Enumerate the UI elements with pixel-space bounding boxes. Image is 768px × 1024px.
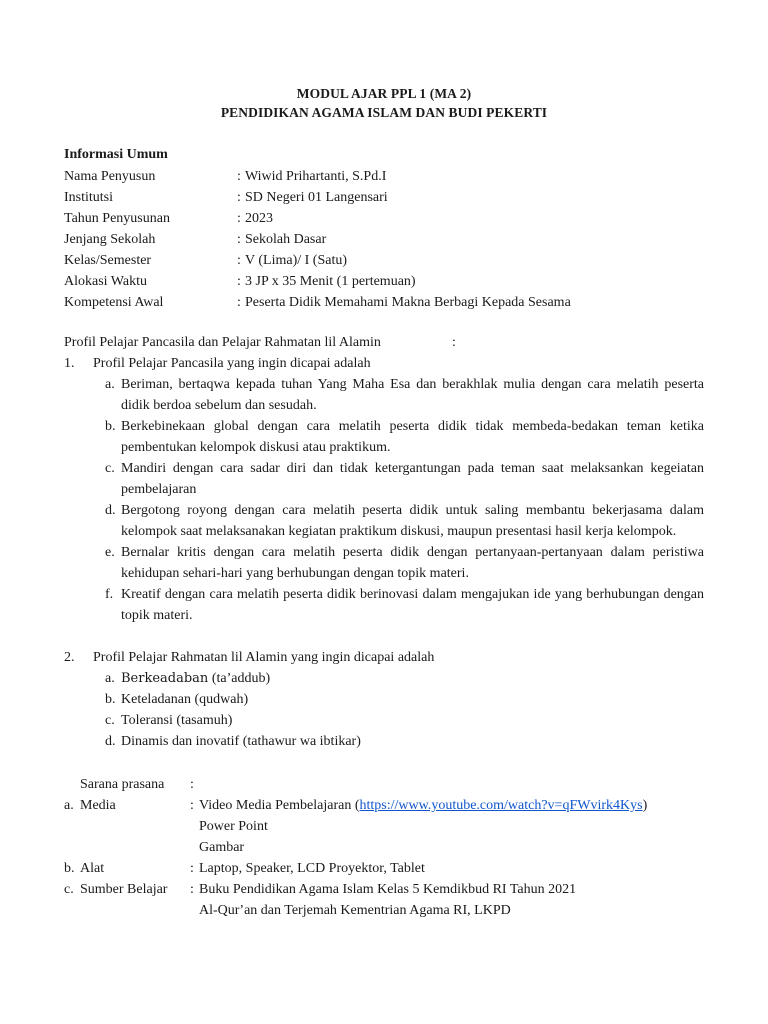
list-item	[105, 500, 704, 542]
sarana-separator: :	[190, 882, 194, 897]
numbered-item-text: Profil Pelajar Pancasila yang ingin dicapai adalah	[93, 356, 371, 371]
info-separator: :	[237, 232, 241, 247]
table-row	[64, 271, 704, 292]
sarana-row-sumber-belajar	[64, 879, 704, 900]
list-item-text: Berkebinekaan global dengan cara melatih peserta didik tidak membeda-bedakan teman ketika pembentukan kelompok diskusi atau praktikum.	[121, 419, 704, 455]
list-item-text: Keteladanan (qudwah)	[121, 692, 249, 707]
info-value: Wiwid Prihartanti, S.Pd.I	[245, 169, 387, 184]
list-item	[105, 731, 704, 752]
list-marker: c.	[105, 713, 115, 728]
media-value-prefix: Video Media Pembelajaran (	[199, 798, 360, 813]
info-separator: :	[237, 253, 241, 268]
sarana-row-alat	[64, 858, 704, 879]
list-item-text: Bernalar kritis dengan cara melatih peserta didik dengan pertanyaan-pertanyaan dalam peristiwa kehidupan sehari-hari yang berhubungan dengan topik materi.	[121, 545, 704, 581]
list-marker: b.	[64, 861, 75, 876]
list-item	[105, 416, 704, 458]
info-value: V (Lima)/ I (Satu)	[245, 253, 347, 268]
table-row	[64, 208, 704, 229]
sarana-value	[199, 795, 704, 816]
list-item	[105, 710, 704, 731]
list-item	[105, 689, 704, 710]
list-marker: d.	[105, 734, 116, 749]
info-value: 2023	[245, 211, 273, 226]
list-item	[105, 542, 704, 584]
sarana-heading-row	[64, 774, 704, 795]
list-marker: d.	[105, 503, 116, 518]
list-item-text: Kreatif dengan cara melatih peserta didik berinovasi dalam mengajukan ide yang berhubungan dengan topik materi.	[121, 587, 704, 623]
info-label: Alokasi Waktu	[64, 274, 147, 289]
info-label: Institutsi	[64, 190, 114, 205]
info-label: Tahun Penyusunan	[64, 211, 170, 226]
document-content	[64, 84, 704, 921]
profil-header-row	[64, 332, 704, 353]
sarana-continuation: Gambar	[199, 840, 245, 855]
list-item	[105, 374, 704, 416]
list-marker: 2.	[64, 650, 75, 665]
numbered-item-text: Profil Pelajar Rahmatan lil Alamin yang ingin dicapai adalah	[93, 650, 435, 665]
table-row	[64, 166, 704, 187]
info-value: 3 JP x 35 Menit (1 pertemuan)	[245, 274, 416, 289]
alpha-list-2	[64, 668, 704, 752]
info-separator: :	[237, 190, 241, 205]
sarana-continuation: Power Point	[199, 819, 268, 834]
list-item-text: Beriman, bertaqwa kepada tuhan Yang Maha Esa dan berakhlak mulia dengan cara melatih peserta didik berdoa sebelum dan sesudah.	[121, 377, 704, 413]
table-row	[64, 187, 704, 208]
info-label: Kelas/Semester	[64, 253, 152, 268]
list-item-text: Dinamis dan inovatif (tathawur wa ibtikar)	[121, 734, 361, 749]
profil-header-colon: :	[452, 335, 456, 350]
list-item-text	[121, 668, 704, 689]
list-marker: c.	[105, 461, 115, 476]
sarana-value: Laptop, Speaker, LCD Proyektor, Tablet	[199, 861, 425, 876]
list-marker: a.	[105, 377, 115, 392]
youtube-link[interactable]: https://www.youtube.com/watch?v=qFWvirk4Kys	[359, 798, 643, 813]
list-item-text: Toleransi (tasamuh)	[121, 713, 233, 728]
list-item-text: Bergotong royong dengan cara melatih peserta didik untuk saling membantu bekerjasama dalam kelompok saat melaksanakan kegiatan praktikum diskusi, maupun presentasi hasil kerja kelompok.	[121, 503, 704, 539]
list-marker: b.	[105, 692, 116, 707]
info-label: Nama Penyusun	[64, 169, 156, 184]
info-value: SD Negeri 01 Langensari	[245, 190, 388, 205]
list-item	[105, 668, 704, 689]
sarana-row-media	[64, 795, 704, 816]
sarana-label: Sumber Belajar	[80, 882, 168, 897]
list-item	[105, 584, 704, 626]
sarana-continuation: Al-Qurʼan dan Terjemah Kementrian Agama RI, LKPD	[199, 903, 511, 918]
document-title	[64, 84, 704, 122]
info-separator: :	[237, 211, 241, 226]
list-marker: a.	[105, 671, 115, 686]
title-line-2: PENDIDIKAN AGAMA ISLAM DAN BUDI PEKERTI	[220, 105, 548, 120]
sarana-heading-colon: :	[190, 777, 194, 792]
info-value: Peserta Didik Memahami Makna Berbagi Kepada Sesama	[245, 295, 571, 310]
media-value-suffix: )	[642, 798, 648, 813]
sarana-heading-marker	[64, 774, 80, 795]
sarana-separator: :	[190, 861, 194, 876]
info-label: Kompetensi Awal	[64, 295, 164, 310]
info-separator: :	[237, 169, 241, 184]
list-marker: b.	[105, 419, 116, 434]
sarana-prasana-section	[64, 774, 704, 921]
list-marker: e.	[105, 545, 115, 560]
sarana-label: Media	[80, 798, 116, 813]
sarana-value: Buku Pendidikan Agama Islam Kelas 5 Kemdikbud RI Tahun 2021	[199, 882, 577, 897]
list-item-text: Mandiri dengan cara sadar diri dan tidak ketergantungan pada teman saat melaksankan kegeiatan pembelajaran	[121, 461, 704, 497]
alpha-list-1	[64, 374, 704, 626]
list-marker: c.	[64, 882, 74, 897]
profil-header-label: Profil Pelajar Pancasila dan Pelajar Rahmatan lil Alamin	[64, 335, 381, 350]
section-heading-informasi-umum: Informasi Umum	[64, 147, 168, 162]
sarana-label: Alat	[80, 861, 105, 876]
numbered-item-2	[64, 647, 704, 668]
info-label: Jenjang Sekolah	[64, 232, 156, 247]
title-line-1: MODUL AJAR PPL 1 (MA 2)	[296, 86, 472, 101]
sarana-heading-label: Sarana prasana	[80, 777, 165, 792]
list-marker: f.	[105, 587, 114, 602]
table-row	[64, 250, 704, 271]
list-item-suffix: (taʼaddub)	[208, 671, 271, 686]
list-marker: 1.	[64, 356, 75, 371]
list-item-emphasis: Berkeadaban	[121, 671, 209, 686]
paragraph-gap	[64, 626, 704, 647]
info-value: Sekolah Dasar	[245, 232, 327, 247]
sarana-separator: :	[190, 798, 194, 813]
list-item	[105, 458, 704, 500]
numbered-item-1	[64, 353, 704, 374]
table-row	[64, 292, 704, 313]
list-marker: a.	[64, 798, 74, 813]
sarana-heading-value	[199, 774, 704, 795]
informasi-umum-table	[64, 166, 704, 313]
info-separator: :	[237, 274, 241, 289]
info-separator: :	[237, 295, 241, 310]
table-row	[64, 229, 704, 250]
